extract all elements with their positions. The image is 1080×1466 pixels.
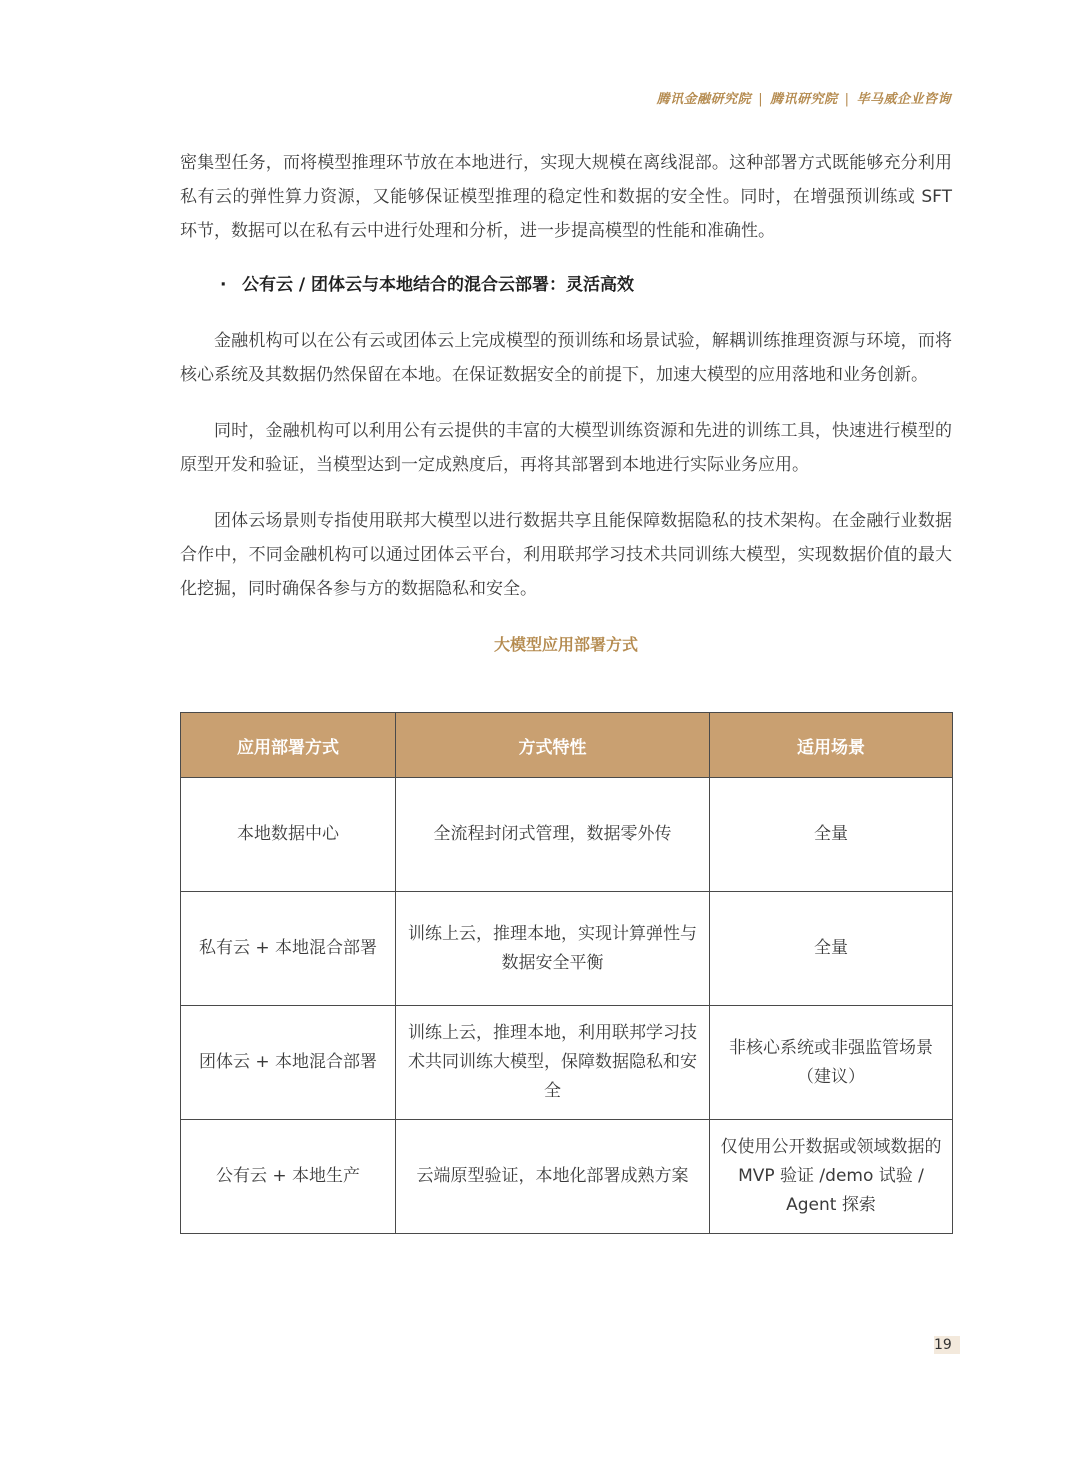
table-title: 大模型应用部署方式	[493, 635, 638, 654]
header-separator: |	[758, 92, 764, 107]
header-deployment-method: 应用部署方式	[181, 713, 396, 778]
cell-method: 团体云 + 本地混合部署	[181, 1006, 396, 1120]
bullet-heading-text: 公有云 / 团体云与本地结合的混合云部署：灵活高效	[242, 275, 635, 295]
paragraph-3: 同时，金融机构可以利用公有云提供的丰富的大模型训练资源和先进的训练工具，快速进行模型的原型开发和验证，当模型达到一定成熟度后，再将其部署到本地进行实际业务应用。	[180, 421, 952, 475]
table-row	[181, 1006, 953, 1120]
header-org-kpmg: 毕马威企业咨询	[856, 92, 951, 107]
paragraph-4: 团体云场景则专指使用联邦大模型以进行数据共享且能保障数据隐私的技术架构。在金融行业数据合作中，不同金融机构可以通过团体云平台，利用联邦学习技术共同训练大模型，实现数据价值的最大化挖掘，同时确保各参与方的数据隐私和安全。	[180, 511, 952, 599]
header-org-tencent-research: 腾讯研究院	[770, 92, 838, 107]
paragraph-2: 金融机构可以在公有云或团体云上完成模型的预训练和场景试验，解耦训练推理资源与环境，而将核心系统及其数据仍然保留在本地。在保证数据安全的前提下，加速大模型的应用落地和业务创新。	[180, 331, 952, 385]
bullet-heading	[180, 268, 952, 302]
table-header-row	[181, 713, 953, 778]
cell-scenario: 全量	[710, 892, 953, 1006]
running-header	[657, 88, 951, 107]
table-row	[181, 892, 953, 1006]
deployment-table	[180, 712, 953, 1234]
table-row	[181, 1120, 953, 1234]
cell-characteristics: 训练上云，推理本地，实现计算弹性与数据安全平衡	[396, 892, 710, 1006]
table-row	[181, 778, 953, 892]
header-characteristics: 方式特性	[396, 713, 710, 778]
cell-characteristics: 云端原型验证，本地化部署成熟方案	[396, 1120, 710, 1234]
cell-scenario: 仅使用公开数据或领域数据的 MVP 验证 /demo 试验 / Agent 探索	[710, 1120, 953, 1234]
header-applicable-scenarios: 适用场景	[710, 713, 953, 778]
cell-method: 私有云 + 本地混合部署	[181, 892, 396, 1006]
page-body	[180, 146, 952, 655]
cell-characteristics: 训练上云，推理本地，利用联邦学习技术共同训练大模型，保障数据隐私和安全	[396, 1006, 710, 1120]
paragraph-1: 密集型任务，而将模型推理环节放在本地进行，实现大规模在离线混部。这种部署方式既能够充分利用私有云的弹性算力资源，又能够保证模型推理的稳定性和数据的安全性。同时，在增强预训练或 SFT 环节，数据可以在私有云中进行处理和分析，进一步提高模型的性能和准确性。	[180, 153, 952, 241]
cell-scenario: 全量	[710, 778, 953, 892]
cell-method: 本地数据中心	[181, 778, 396, 892]
header-separator: |	[844, 92, 850, 107]
header-org-tencent-finance: 腾讯金融研究院	[656, 92, 752, 107]
page-number: 19	[934, 1336, 960, 1354]
bullet-marker: ·	[220, 275, 227, 295]
cell-scenario: 非核心系统或非强监管场景（建议）	[710, 1006, 953, 1120]
cell-method: 公有云 + 本地生产	[181, 1120, 396, 1234]
cell-characteristics: 全流程封闭式管理，数据零外传	[396, 778, 710, 892]
